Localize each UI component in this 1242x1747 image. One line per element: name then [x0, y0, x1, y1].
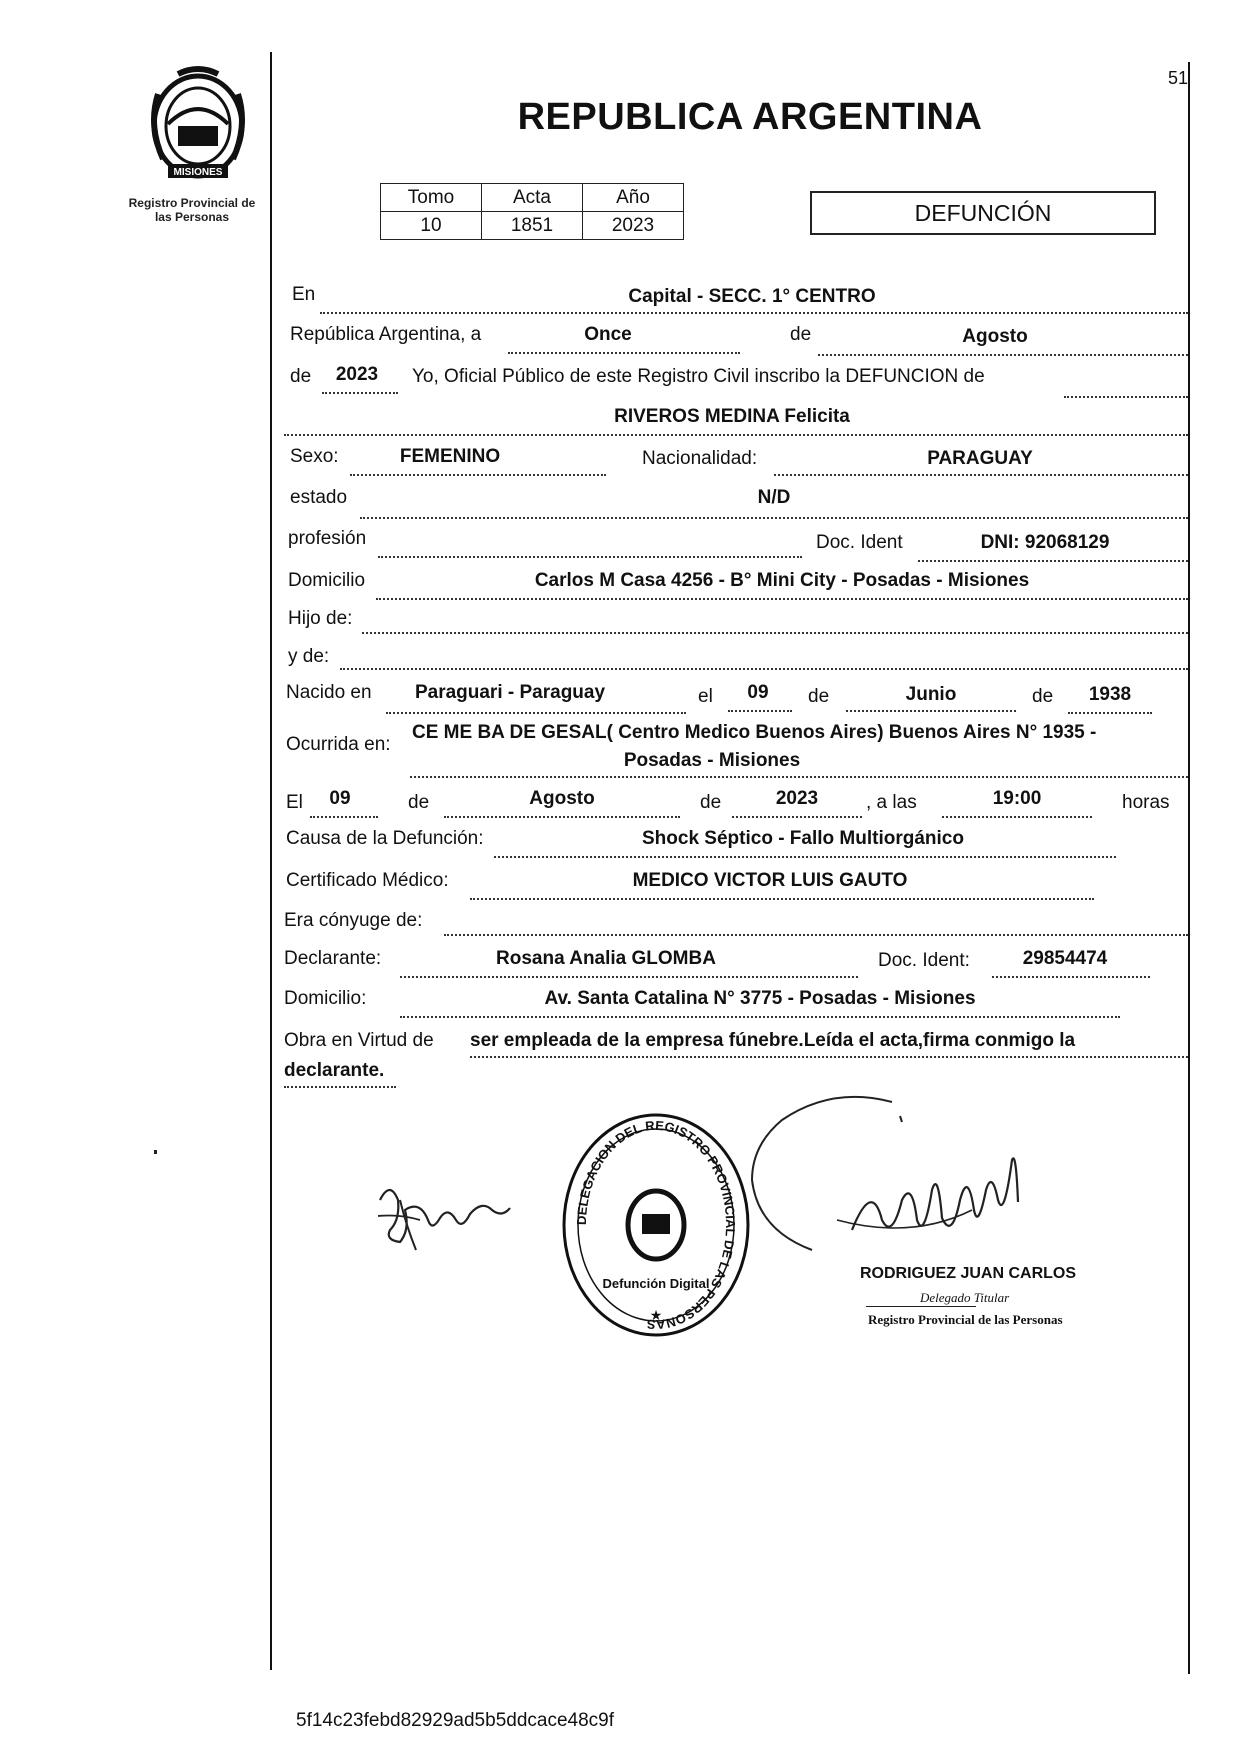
official-name: RODRIGUEZ JUAN CARLOS [860, 1265, 1077, 1282]
value-obra-line1: ser empleada de la empresa fúnebre.Leída el acta,firma conmigo la [470, 1030, 1076, 1051]
value-obra-line2: declarante. [284, 1060, 385, 1081]
ref-header-acta: Acta [482, 184, 583, 212]
label-de: de [1032, 686, 1054, 707]
label-obra: Obra en Virtud de [284, 1030, 434, 1051]
row-deceased-name [280, 404, 1184, 436]
value-year: 2023 [335, 364, 379, 385]
dotted-line [284, 434, 1188, 436]
ref-value-acta: 1851 [482, 212, 583, 240]
dotted-line [322, 392, 398, 394]
row-estado [280, 487, 1184, 519]
row-domicilio [280, 568, 1184, 600]
ref-value-anio: 2023 [583, 212, 684, 240]
row-y-de [280, 646, 1184, 678]
reference-table-value-row [381, 212, 684, 240]
label-de: de [790, 324, 812, 345]
row-declarante [280, 946, 1184, 978]
dotted-line [386, 712, 686, 714]
dotted-line [818, 354, 1188, 356]
declarant-signature [370, 1170, 520, 1260]
label-certificado: Certificado Médico: [286, 870, 449, 891]
row-nacido-en [280, 682, 1184, 714]
dotted-line [320, 312, 1188, 314]
value-death-time: 19:00 [992, 788, 1042, 809]
label-profesion: profesión [288, 528, 367, 549]
stamp-star-icon: ★ [649, 1307, 663, 1323]
label-doc-ident: Doc. Ident [816, 532, 903, 553]
label-nacido-en: Nacido en [286, 682, 372, 703]
dotted-line [400, 976, 858, 978]
logo-caption-line2: las Personas [154, 210, 230, 224]
dotted-line [284, 1086, 396, 1088]
stray-mark [154, 1150, 157, 1154]
reference-table-header-row [381, 184, 684, 212]
page-title: REPUBLICA ARGENTINA [517, 96, 983, 138]
official-stamp [556, 1110, 756, 1340]
label-domicilio: Domicilio [288, 570, 366, 591]
label-el: el [698, 686, 713, 707]
dotted-line [362, 632, 1188, 634]
row-hijo-de [280, 608, 1184, 640]
value-birth-day: 09 [747, 682, 769, 703]
dotted-line [1068, 712, 1152, 714]
dotted-line [444, 934, 1188, 936]
official-title: Delegado Titular [920, 1290, 1010, 1305]
value-doc-ident: DNI: 92068129 [980, 532, 1110, 553]
label-domicilio: Domicilio: [284, 988, 367, 1009]
dotted-line [410, 776, 1188, 778]
dotted-line [992, 976, 1150, 978]
value-ocurrida-line1: CE ME BA DE GESAL( Centro Medico Buenos Aires) Buenos Aires N° 1935 - [412, 722, 1097, 743]
value-deceased-name: RIVEROS MEDINA Felicita [614, 406, 850, 427]
reference-table [380, 183, 684, 240]
official-signature [742, 1090, 1102, 1270]
record-type-box: DEFUNCIÓN [810, 191, 1156, 235]
value-birth-month: Junio [905, 684, 957, 705]
left-margin-line [270, 52, 272, 1670]
row-statement [280, 364, 1184, 396]
label-conyuge: Era cónyuge de: [284, 910, 423, 931]
value-declarante: Rosana Analia GLOMBA [496, 948, 716, 969]
dotted-line [360, 517, 1188, 519]
label-nacionalidad: Nacionalidad: [642, 448, 758, 469]
dotted-line [732, 816, 862, 818]
value-death-year: 2023 [775, 788, 819, 809]
dotted-line [728, 710, 792, 712]
value-certificado: MEDICO VICTOR LUIS GAUTO [632, 870, 908, 891]
row-causa [280, 828, 1184, 860]
row-declarante-domicilio [280, 986, 1184, 1018]
label-en: En [292, 284, 316, 305]
dotted-line [310, 816, 378, 818]
ref-value-tomo: 10 [381, 212, 482, 240]
ref-header-anio: Año [583, 184, 684, 212]
official-office: Registro Provincial de las Personas [868, 1312, 1063, 1327]
value-day-text: Once [584, 324, 632, 345]
right-margin-line [1188, 62, 1190, 1674]
label-republica: República Argentina, a [290, 324, 482, 345]
label-ocurrida: Ocurrida en: [286, 734, 391, 755]
logo-caption-line1: Registro Provincial de [128, 196, 256, 210]
stamp-inner-text: Defunción Digital [602, 1276, 710, 1291]
value-domicilio: Carlos M Casa 4256 - B° Mini City - Posadas - Misiones [534, 570, 1030, 591]
label-estado: estado [290, 487, 348, 508]
label-a-las: , a las [866, 792, 917, 813]
row-conyuge [280, 908, 1184, 940]
value-nacido-en: Paraguari - Paraguay [414, 682, 606, 703]
label-hijo-de: Hijo de: [288, 608, 353, 629]
label-de: de [408, 792, 430, 813]
dotted-line [942, 816, 1092, 818]
value-estado: N/D [757, 487, 791, 508]
label-de: de [700, 792, 722, 813]
label-causa: Causa de la Defunción: [286, 828, 484, 849]
label-y-de: y de: [288, 646, 330, 667]
row-certificado [280, 868, 1184, 900]
label-sexo: Sexo: [290, 446, 339, 467]
page-number: 51 [1168, 68, 1189, 88]
value-death-month: Agosto [529, 788, 595, 809]
dotted-line [444, 816, 680, 818]
label-doc-ident: Doc. Ident: [878, 950, 970, 971]
row-death-date [280, 788, 1184, 820]
value-sexo: FEMENINO [399, 446, 501, 467]
label-de: de [808, 686, 830, 707]
value-nacionalidad: PARAGUAY [927, 448, 1033, 469]
row-obra-en-virtud [280, 1028, 1184, 1090]
label-horas: horas [1122, 792, 1170, 813]
dotted-line [470, 1056, 1188, 1058]
value-declarante-domicilio: Av. Santa Catalina N° 3775 - Posadas - Misiones [544, 988, 976, 1009]
row-profesion [280, 528, 1184, 560]
statement-text: Yo, Oficial Público de este Registro Civil inscribo la DEFUNCION de [412, 366, 985, 387]
value-declarante-doc: 29854474 [1022, 948, 1108, 969]
dotted-line [846, 710, 1016, 712]
row-sexo [280, 446, 1184, 478]
stamp-outer-text: DELEGACION DEL REGISTRO PROVINCIAL DE LAS PERSONAS [573, 1117, 739, 1333]
svg-text:MISIONES: MISIONES [173, 167, 223, 178]
ref-header-tomo: Tomo [381, 184, 482, 212]
dotted-line [1064, 396, 1188, 398]
row-en [280, 284, 1184, 316]
value-causa: Shock Séptico - Fallo Multiorgánico [642, 828, 964, 849]
value-death-day: 09 [329, 788, 351, 809]
label-de: de [290, 366, 312, 387]
dotted-line [378, 556, 802, 558]
dotted-line [470, 898, 1094, 900]
value-month-text: Agosto [962, 326, 1028, 347]
dotted-line [340, 668, 1188, 670]
dotted-line [400, 1016, 1120, 1018]
value-place: Capital - SECC. 1° CENTRO [628, 286, 876, 307]
underline-mark [866, 1306, 976, 1307]
logo-caption [112, 196, 272, 224]
dotted-line [918, 560, 1188, 562]
value-ocurrida-line2: Posadas - Misiones [623, 750, 801, 771]
row-republica [280, 324, 1184, 356]
dotted-line [376, 598, 1188, 600]
coat-of-arms-logo [138, 64, 258, 184]
dotted-line [774, 474, 1188, 476]
dotted-line [508, 352, 740, 354]
document-hash: 5f14c23febd82929ad5b5ddcace48c9f [296, 1710, 615, 1731]
dotted-line [494, 856, 1116, 858]
dotted-line [350, 474, 606, 476]
row-ocurrida-en [280, 722, 1184, 782]
value-birth-year: 1938 [1088, 684, 1132, 705]
label-el: El [286, 792, 303, 813]
label-declarante: Declarante: [284, 948, 382, 969]
